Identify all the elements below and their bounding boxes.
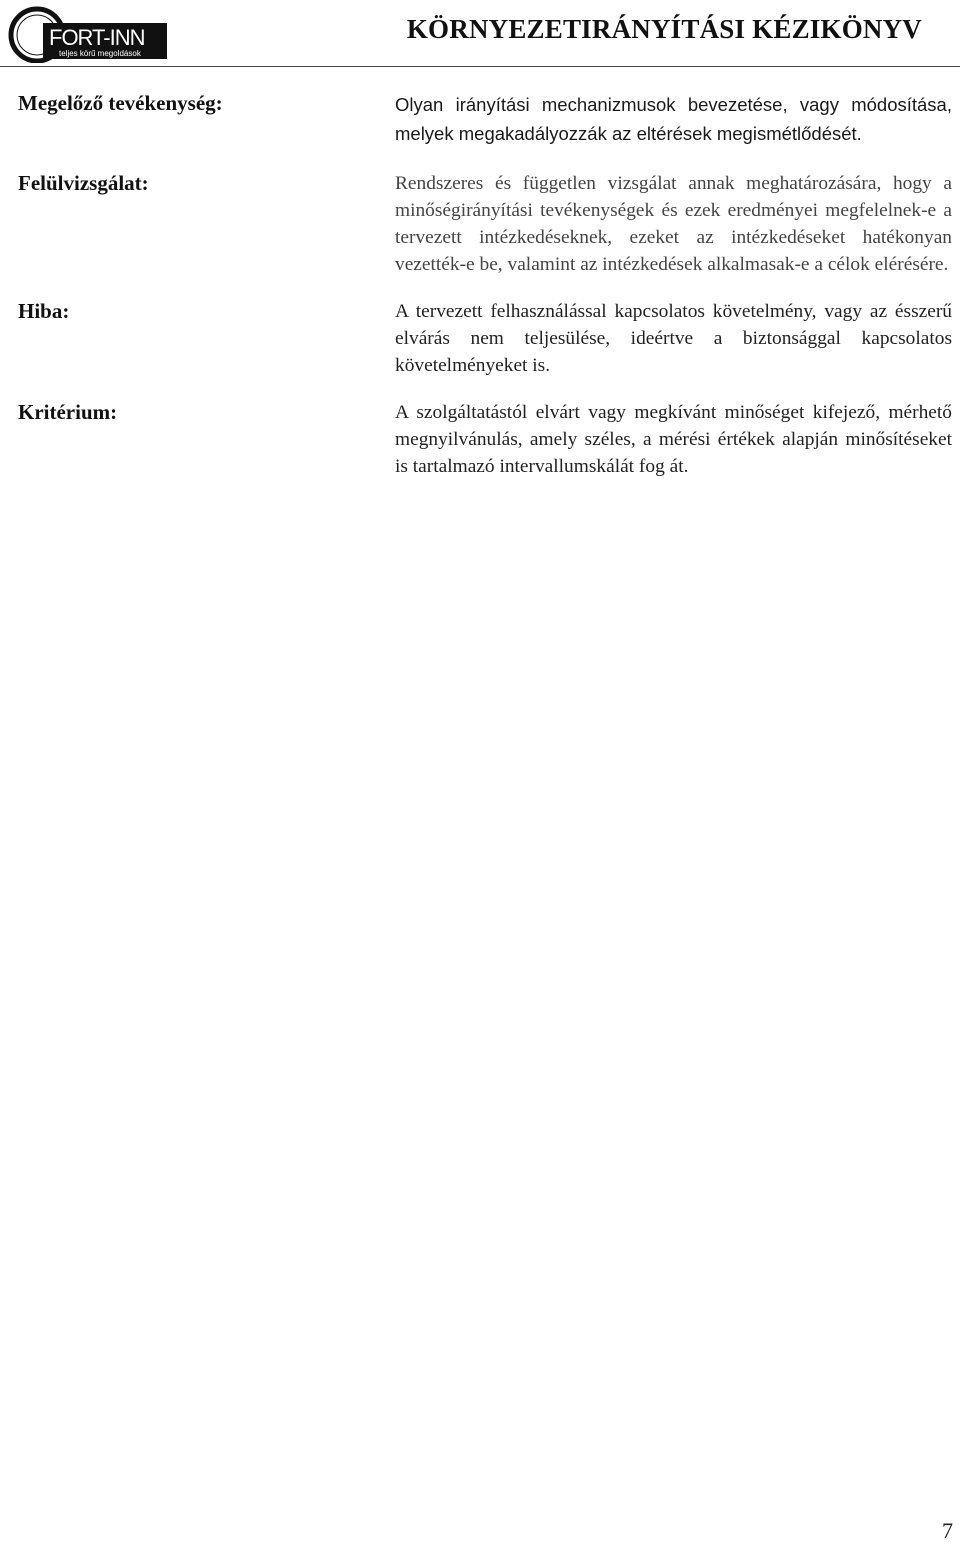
document-title: KÖRNYEZETIRÁNYÍTÁSI KÉZIKÖNYV: [406, 14, 922, 44]
definition-description: Olyan irányítási mechanizmusok bevezetése, vagy módosítása, melyek megakadályozzák az eltérések megismétlődését.: [395, 94, 952, 144]
definitions-list: [0, 90, 960, 480]
definition-term: Hiba:: [18, 299, 70, 323]
definition-term: Megelőző tevékenység:: [18, 91, 223, 115]
definition-entry: [0, 90, 960, 148]
fort-inn-logo: [5, 3, 175, 63]
page-header: [0, 0, 960, 70]
definition-description: Rendszeres és független vizsgálat annak meghatározására, hogy a minőségirányítási tevékenységek és ezek eredményei megfelelnek-e a tervezett intézkedéseknek, ezeket az intézkedéseket hatékonyan vezették-e be, valamint az intézkedések alkalmasak-e a célok elérésére.: [395, 173, 952, 275]
header-divider: [0, 66, 960, 67]
svg-text:teljes körű megoldások: teljes körű megoldások: [59, 49, 141, 58]
page-number: 7: [942, 1518, 953, 1543]
definition-entry: [0, 298, 960, 379]
definition-entry: [0, 399, 960, 480]
definition-term: Felülvizsgálat:: [18, 171, 149, 195]
svg-text:FORT-INN: FORT-INN: [49, 25, 145, 50]
definition-description: A szolgáltatástól elvárt vagy megkívánt minőséget kifejező, mérhető megnyilvánulás, amely széles, a mérési értékek alapján minősítéseket is tartalmazó intervallumskálát fog át.: [395, 402, 952, 477]
definition-description: A tervezett felhasználással kapcsolatos követelmény, vagy az ésszerű elvárás nem teljesülése, ideértve a biztonsággal kapcsolatos követelményeket is.: [395, 301, 952, 376]
definition-entry: [0, 170, 960, 278]
definition-term: Kritérium:: [18, 400, 118, 424]
